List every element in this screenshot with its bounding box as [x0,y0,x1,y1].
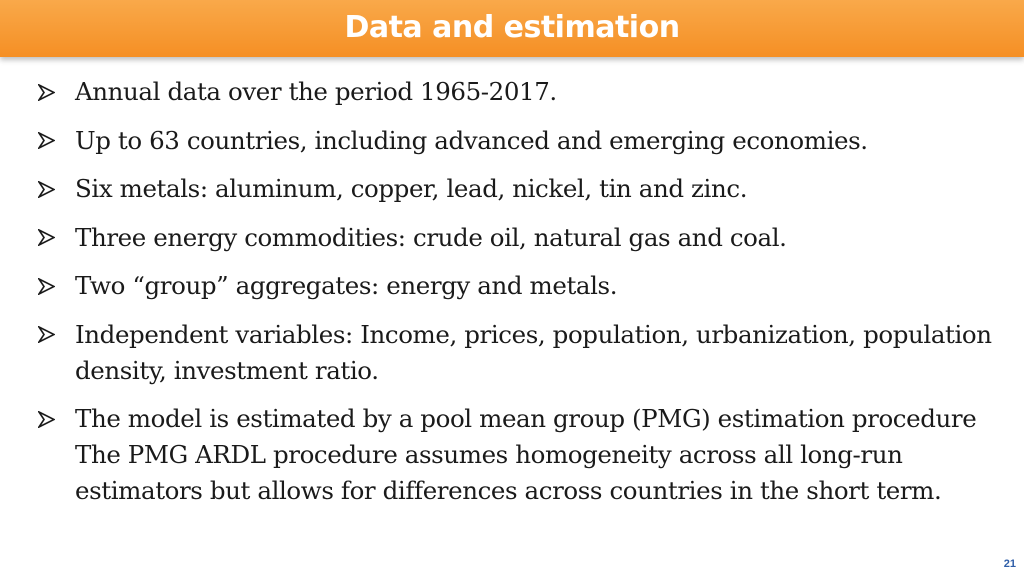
bullet-list [38,74,998,522]
bullet-text: Six metals: aluminum, copper, lead, nickel, tin and zinc. [75,174,748,203]
slide-title: Data and estimation [344,10,680,45]
arrowhead-bullet-icon [38,220,75,256]
bullet-text: The model is estimated by a pool mean group (PMG) estimation procedure The PMG ARDL procedure assumes homogeneity across all long-run estimators but allows for differences across countries in the short term. [75,404,977,505]
bullet-item [38,401,998,509]
title-bar [0,0,1024,57]
bullet-item [38,123,998,159]
bullet-text: Up to 63 countries, including advanced and emerging economies. [75,125,868,155]
bullet-text: Three energy commodities: crude oil, natural gas and coal. [75,222,787,252]
bullet-item [38,74,998,110]
bullet-text: Annual data over the period 1965-2017. [75,77,557,106]
page-number: 21 [1003,558,1016,570]
arrowhead-bullet-icon [38,317,75,353]
arrowhead-bullet-icon [38,268,75,304]
bullet-text: Independent variables: Income, prices, population, urbanization, population density, investment ratio. [75,319,992,385]
bullet-item [38,171,998,207]
bullet-item [38,317,998,389]
arrowhead-bullet-icon [38,401,75,437]
arrowhead-bullet-icon [38,171,75,207]
bullet-item [38,220,998,256]
arrowhead-bullet-icon [38,74,75,110]
bullet-item [38,268,998,304]
bullet-text: Two “group” aggregates: energy and metals. [75,271,618,300]
arrowhead-bullet-icon [38,123,75,159]
